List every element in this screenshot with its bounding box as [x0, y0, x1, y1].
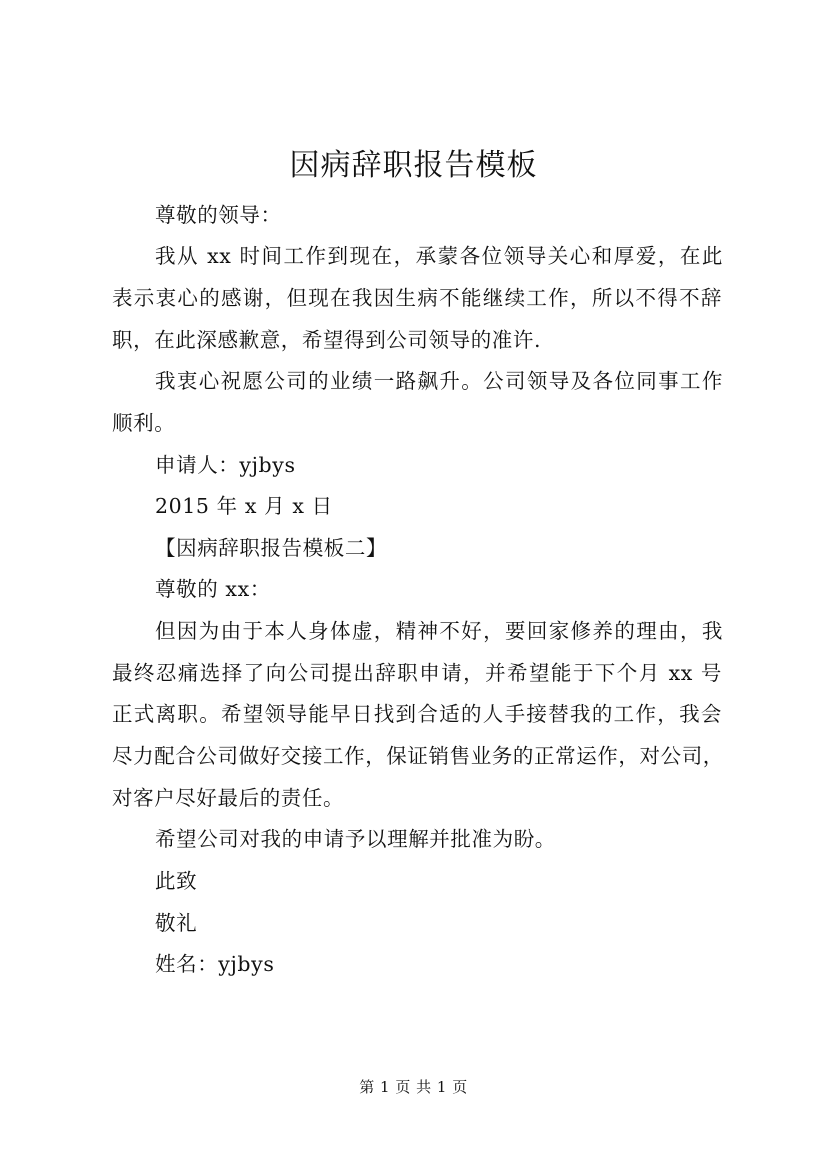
body-line-10: 对客户尽好最后的责任。 — [112, 786, 345, 810]
page-footer: 第 1 页 共 1 页 — [359, 1078, 468, 1096]
document-title: 因病辞职报告模板 — [289, 148, 538, 183]
body-line-3: 职，在此深感歉意，希望得到公司领导的准许. — [112, 328, 542, 352]
body-line-6: 但因为由于本人身体虚，精神不好，要回家修养的理由，我 — [155, 619, 723, 643]
signature-line: 姓名：yjbys — [155, 952, 275, 976]
section-heading: 【因病辞职报告模板二】 — [155, 536, 388, 560]
body-line-1: 我从 xx 时间工作到现在，承蒙各位领导关心和厚爱，在此 — [155, 244, 723, 268]
date-line: 2015 年 x 月 x 日 — [155, 494, 333, 518]
salutation-line: 尊敬的领导： — [155, 203, 282, 227]
applicant-line: 申请人：yjbys — [155, 453, 296, 477]
closing-line-2: 敬礼 — [155, 911, 198, 935]
body-line-8: 正式离职。希望领导能早日找到合适的人手接替我的工作，我会 — [112, 702, 722, 726]
body-line-2: 表示衷心的感谢，但现在我因生病不能继续工作，所以不得不辞 — [112, 286, 722, 310]
salutation-line-2: 尊敬的 xx： — [155, 577, 271, 601]
body-line-7: 最终忍痛选择了向公司提出辞职申请，并希望能于下个月 xx 号 — [112, 661, 722, 685]
body-line-4: 我衷心祝愿公司的业绩一路飙升。公司领导及各位同事工作 — [155, 369, 723, 393]
closing-line-1: 此致 — [155, 869, 198, 893]
body-line-11: 希望公司对我的申请予以理解并批准为盼。 — [155, 827, 556, 851]
body-line-5: 顺利。 — [112, 411, 176, 435]
body-line-9: 尽力配合公司做好交接工作，保证销售业务的正常运作，对公司， — [112, 744, 724, 768]
